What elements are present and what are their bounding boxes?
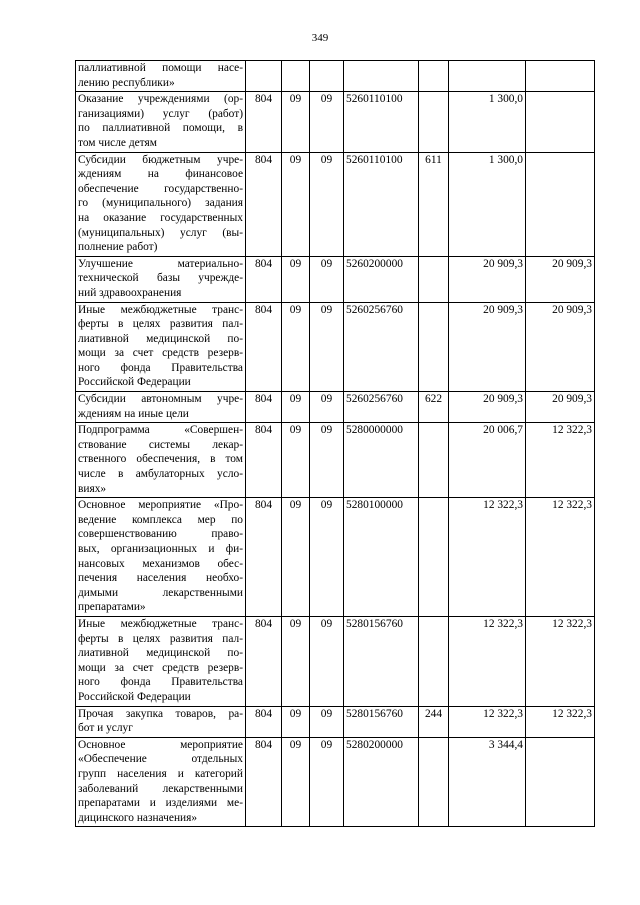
cell-target-article: 5260256760 xyxy=(344,392,419,423)
cell-amount-1: 3 344,4 xyxy=(449,737,526,827)
cell-name: Субсидии автономным учре- ждениям на иные цели xyxy=(76,392,246,423)
cell-subsection-code: 09 xyxy=(310,706,344,737)
table-row xyxy=(76,737,595,827)
cell-amount-2 xyxy=(526,152,595,256)
cell-amount-1: 20 909,3 xyxy=(449,256,526,302)
cell-ministry-code: 804 xyxy=(246,152,282,256)
cell-section-code: 09 xyxy=(282,392,310,423)
cell-amount-1: 12 322,3 xyxy=(449,706,526,737)
cell-amount-2 xyxy=(526,61,595,92)
cell-amount-1: 12 322,3 xyxy=(449,616,526,706)
cell-name: Основное мероприятие «Про- ведение комплекса мер по совершенствованию право- вых, организационных и фи- нансовых механизмов обес- печения населения необхо- димыми лекарственными препаратами» xyxy=(76,498,246,617)
cell-section-code: 09 xyxy=(282,256,310,302)
cell-amount-1: 1 300,0 xyxy=(449,92,526,152)
cell-ministry-code xyxy=(246,61,282,92)
cell-name: Подпрограмма «Совершен- ствование системы лекар- ственного обеспечения, в том числе в амбулаторных усло- виях» xyxy=(76,423,246,498)
table-body xyxy=(76,61,595,827)
cell-target-article: 5280200000 xyxy=(344,737,419,827)
cell-amount-2: 12 322,3 xyxy=(526,616,595,706)
table-row xyxy=(76,392,595,423)
cell-expense-type: 244 xyxy=(419,706,449,737)
cell-target-article: 5260110100 xyxy=(344,92,419,152)
cell-target-article: 5280156760 xyxy=(344,706,419,737)
cell-expense-type: 611 xyxy=(419,152,449,256)
cell-subsection-code: 09 xyxy=(310,256,344,302)
cell-ministry-code: 804 xyxy=(246,737,282,827)
cell-subsection-code: 09 xyxy=(310,616,344,706)
budget-table xyxy=(75,60,595,827)
cell-amount-2: 20 909,3 xyxy=(526,302,595,392)
cell-amount-2 xyxy=(526,737,595,827)
cell-target-article: 5260200000 xyxy=(344,256,419,302)
cell-expense-type xyxy=(419,498,449,617)
cell-ministry-code: 804 xyxy=(246,92,282,152)
cell-target-article: 5280100000 xyxy=(344,498,419,617)
cell-expense-type xyxy=(419,61,449,92)
table-row xyxy=(76,616,595,706)
cell-name: Оказание учреждениями (ор- ганизациями) услуг (работ) по паллиативной помощи, в том числе детям xyxy=(76,92,246,152)
cell-subsection-code: 09 xyxy=(310,302,344,392)
cell-expense-type xyxy=(419,423,449,498)
cell-amount-2: 12 322,3 xyxy=(526,706,595,737)
cell-name: Основное мероприятие «Обеспечение отдельных групп населения и категорий заболеваний лекарственными препаратами и изделиями ме- дицинского назначения» xyxy=(76,737,246,827)
cell-amount-2: 12 322,3 xyxy=(526,423,595,498)
table-row xyxy=(76,61,595,92)
cell-target-article: 5280000000 xyxy=(344,423,419,498)
cell-section-code: 09 xyxy=(282,706,310,737)
cell-ministry-code: 804 xyxy=(246,616,282,706)
cell-subsection-code: 09 xyxy=(310,423,344,498)
page-number: 349 xyxy=(311,32,329,44)
cell-name: Прочая закупка товаров, ра- бот и услуг xyxy=(76,706,246,737)
cell-section-code xyxy=(282,61,310,92)
cell-name: Иные межбюджетные транс- ферты в целях развития пал- лиативной медицинской по- мощи за счет средств резерв- ного фонда Правительства Российской Федерации xyxy=(76,302,246,392)
cell-target-article: 5260256760 xyxy=(344,302,419,392)
cell-section-code: 09 xyxy=(282,737,310,827)
cell-subsection-code: 09 xyxy=(310,152,344,256)
cell-expense-type xyxy=(419,616,449,706)
cell-expense-type xyxy=(419,256,449,302)
cell-amount-2 xyxy=(526,92,595,152)
cell-name: Субсидии бюджетным учре- ждениям на финансовое обеспечение государственно- го (муниципального) задания на оказание государственных (муниципальных) услуг (вы- полнение работ) xyxy=(76,152,246,256)
cell-subsection-code: 09 xyxy=(310,392,344,423)
table-row xyxy=(76,152,595,256)
cell-ministry-code: 804 xyxy=(246,706,282,737)
cell-target-article xyxy=(344,61,419,92)
cell-section-code: 09 xyxy=(282,302,310,392)
cell-section-code: 09 xyxy=(282,616,310,706)
cell-subsection-code xyxy=(310,61,344,92)
table-row xyxy=(76,92,595,152)
cell-amount-1: 20 006,7 xyxy=(449,423,526,498)
cell-target-article: 5280156760 xyxy=(344,616,419,706)
cell-subsection-code: 09 xyxy=(310,737,344,827)
table-row xyxy=(76,498,595,617)
cell-name: паллиативной помощи насе- лению республики» xyxy=(76,61,246,92)
cell-subsection-code: 09 xyxy=(310,498,344,617)
cell-amount-1: 12 322,3 xyxy=(449,498,526,617)
cell-expense-type xyxy=(419,302,449,392)
cell-section-code: 09 xyxy=(282,498,310,617)
table-row xyxy=(76,423,595,498)
cell-ministry-code: 804 xyxy=(246,423,282,498)
table-row xyxy=(76,302,595,392)
cell-amount-1: 1 300,0 xyxy=(449,152,526,256)
cell-expense-type: 622 xyxy=(419,392,449,423)
table-row xyxy=(76,706,595,737)
cell-target-article: 5260110100 xyxy=(344,152,419,256)
cell-section-code: 09 xyxy=(282,92,310,152)
cell-amount-2: 20 909,3 xyxy=(526,256,595,302)
cell-name: Иные межбюджетные транс- ферты в целях развития пал- лиативной медицинской по- мощи за счет средств резерв- ного фонда Правительства Российской Федерации xyxy=(76,616,246,706)
cell-ministry-code: 804 xyxy=(246,498,282,617)
cell-subsection-code: 09 xyxy=(310,92,344,152)
cell-section-code: 09 xyxy=(282,152,310,256)
cell-amount-2: 20 909,3 xyxy=(526,392,595,423)
cell-ministry-code: 804 xyxy=(246,256,282,302)
table-row xyxy=(76,256,595,302)
cell-amount-1: 20 909,3 xyxy=(449,302,526,392)
cell-section-code: 09 xyxy=(282,423,310,498)
cell-ministry-code: 804 xyxy=(246,302,282,392)
cell-amount-1 xyxy=(449,61,526,92)
cell-expense-type xyxy=(419,737,449,827)
cell-amount-1: 20 909,3 xyxy=(449,392,526,423)
cell-amount-2: 12 322,3 xyxy=(526,498,595,617)
cell-ministry-code: 804 xyxy=(246,392,282,423)
cell-name: Улучшение материально- технической базы учрежде- ний здравоохранения xyxy=(76,256,246,302)
cell-expense-type xyxy=(419,92,449,152)
